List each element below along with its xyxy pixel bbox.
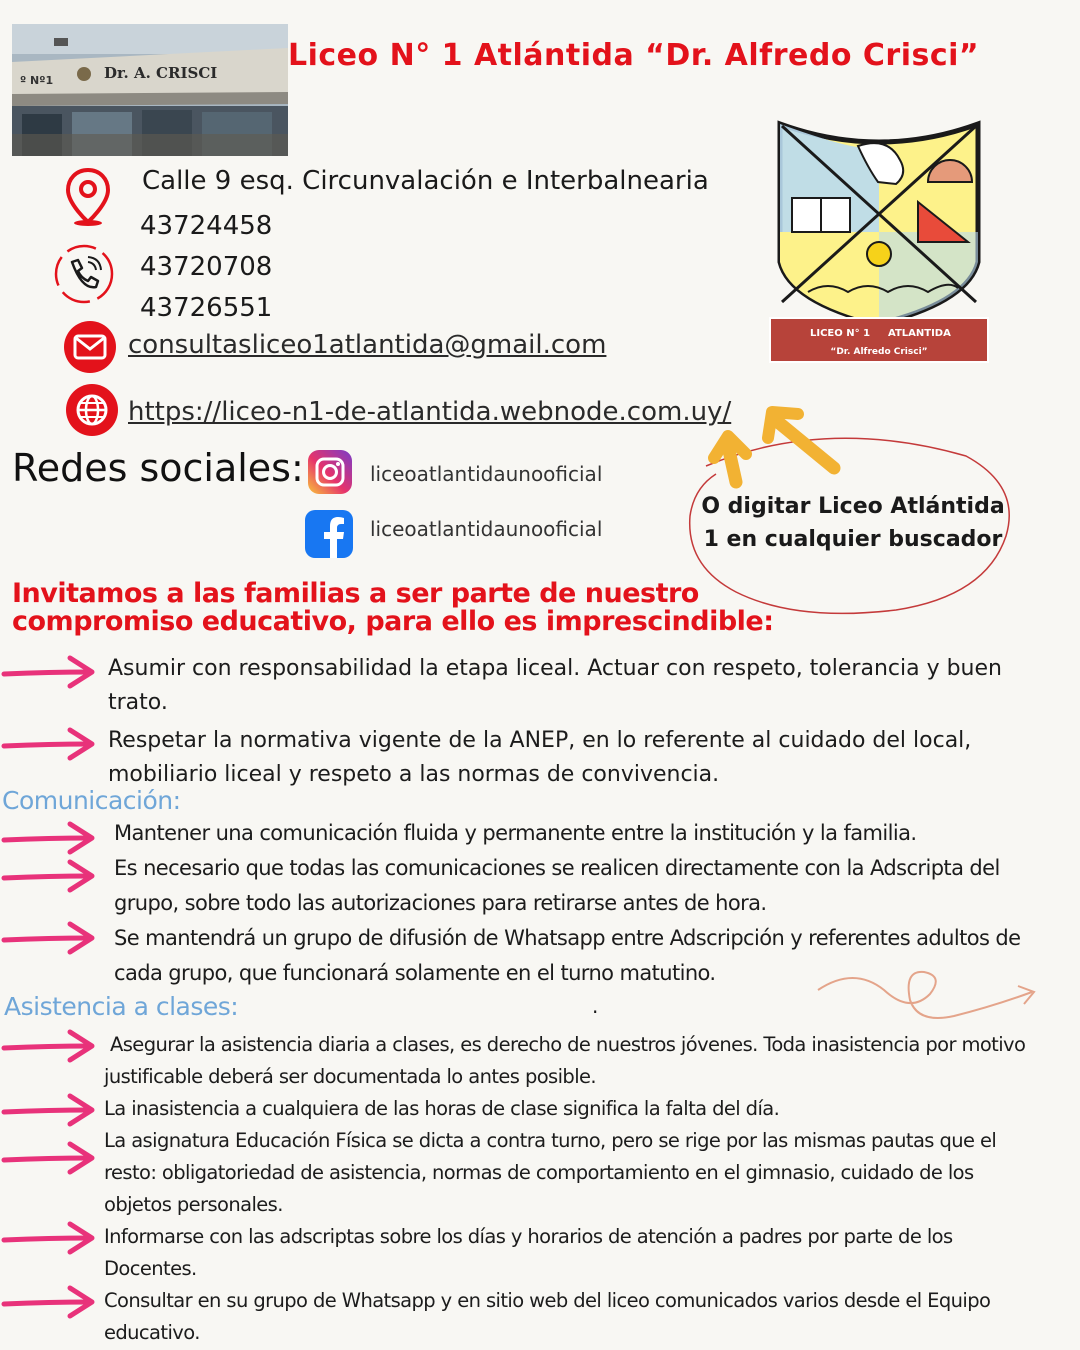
arrow-icon [0,856,98,896]
crest-banner-left: LICEO N° 1 [810,328,871,339]
school-building-photo [12,24,288,156]
arrow-icon [0,724,98,764]
address-text: Calle 9 esq. Circunvalación e Interbalnearia [142,166,709,196]
school-crest [768,112,990,368]
globe-icon [64,382,120,438]
arrow-icon [0,818,98,858]
attendance-item-2: La inasistencia a cualquiera de las horas de clase significa la falta del día. [104,1097,780,1120]
location-pin-icon [62,166,114,226]
intro-line-1: Invitamos a las familias a ser parte de nuestro [12,578,699,609]
attendance-item-4: Informarse con las adscriptas sobre los días y horarios de atención a padres por parte de los Docentes. [104,1225,953,1280]
attendance-item-1: Asegurar la asistencia diaria a clases, es derecho de nuestros jóvenes. Toda inasistencia por motivo justificable deberá ser documentada lo antes posible. [104,1033,1026,1088]
callout-line-2: 1 en cualquier buscador [703,527,1003,552]
instagram-handle[interactable]: liceoatlantidaunooficial [370,462,603,486]
page-title: Liceo N° 1 Atlántida “Dr. Alfredo Crisci” [288,38,980,73]
phone-icon [52,242,116,306]
communication-item-2: Es necesario que todas las comunicaciones se realicen directamente con la Adscripta del grupo, sobre todo las autorizaciones para retirarse antes de hora. [114,856,1000,915]
instagram-icon[interactable] [306,448,354,496]
phone-number-1[interactable]: 43724458 [140,211,273,241]
arrow-icon [0,652,98,692]
crest-banner-name: “Dr. Alfredo Crisci” [830,347,928,357]
attendance-title: Asistencia a clases: [4,992,239,1021]
arrow-icon [0,918,98,958]
intro-line-2: compromiso educativo, para ello es imprescindible: [12,606,774,637]
photo-sign-left: º Nº1 [20,74,54,87]
crest-banner-right: ATLANTIDA [888,328,951,339]
email-icon [62,320,118,374]
arrow-icon [0,1218,98,1258]
callout-line-1: O digitar Liceo Atlántida [701,494,1005,519]
social-title: Redes sociales: [12,446,304,490]
email-link[interactable]: consultasliceo1atlantida@gmail.com [128,330,607,360]
phone-number-2[interactable]: 43720708 [140,252,273,282]
facebook-handle[interactable]: liceoatlantidaunooficial [370,517,603,541]
communication-item-3: Se mantendrá un grupo de difusión de Whatsapp entre Adscripción y referentes adultos de cada grupo, que funcionará solamente en el turno matutino. [114,926,1021,985]
attendance-item-5: Consultar en su grupo de Whatsapp y en sitio web del liceo comunicados varios desde el Equipo educativo. [104,1289,991,1344]
arrow-icon [0,1026,98,1066]
attendance-item-3: La asignatura Educación Física se dicta a contra turno, pero se rige por las mismas pautas que el resto: obligatoriedad de asistencia, normas de comportamiento en el gimnasio, cuidado de los objetos personales. [104,1129,997,1216]
communication-item-1: Mantener una comunicación fluida y permanente entre la institución y la familia. [114,821,917,845]
photo-sign-right: Dr. A. CRISCI [104,64,218,82]
website-link[interactable]: https://liceo-n1-de-atlantida.webnode.com.uy/ [128,397,732,427]
responsibility-item-2: Respetar la normativa vigente de la ANEP, en lo referente al cuidado del local, mobiliario liceal y respeto a las normas de convivencia. [108,728,972,787]
squiggle-decoration [814,960,1044,1030]
intro-heading [12,580,872,636]
arrow-icon [0,1090,98,1130]
stray-dot: . [592,994,599,1018]
search-callout [690,490,1016,556]
phone-number-3[interactable]: 43726551 [140,293,273,323]
facebook-icon[interactable] [304,508,354,560]
responsibility-item-1: Asumir con responsabilidad la etapa liceal. Actuar con respeto, tolerancia y buen trato. [108,656,1002,715]
communication-title: Comunicación: [2,786,181,815]
arrow-icon [0,1282,98,1322]
arrow-icon [0,1138,98,1178]
